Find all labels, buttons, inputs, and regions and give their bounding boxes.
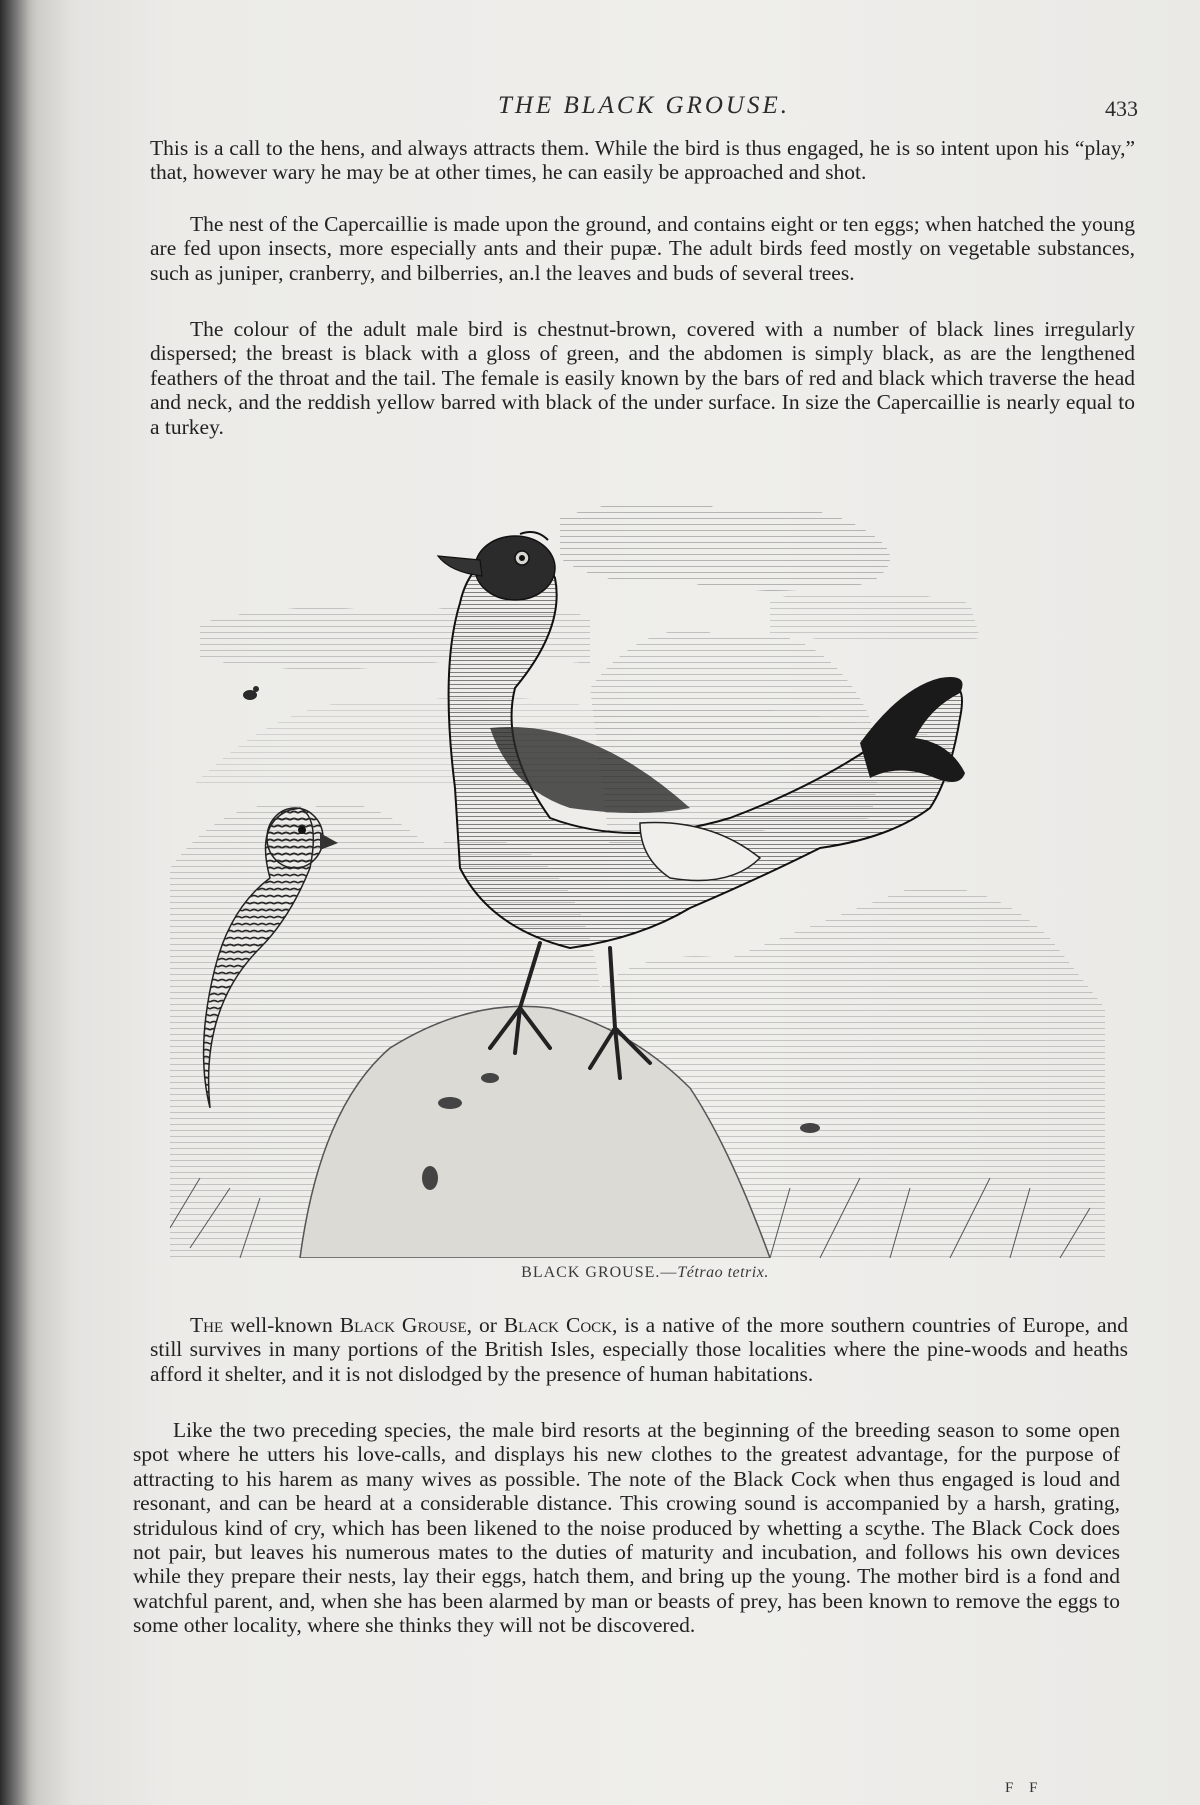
paragraph-call-to-hens: This is a call to the hens, and always attracts them. While the bird is thus engaged, he is so intent upon his “play,” that, however wary he may be at other times, he can easily be approached and shot. [150, 136, 1135, 185]
sky-clouds [200, 501, 980, 670]
intro-the: The [190, 1313, 224, 1337]
page-number: 433 [1105, 96, 1138, 121]
book-spine-shadow [0, 0, 40, 1805]
running-title: THE BLACK GROUSE. [498, 92, 790, 119]
page-header [150, 92, 1138, 122]
caption-name: BLACK GROUSE.— [521, 1264, 678, 1281]
signature-mark: F F [1005, 1780, 1044, 1796]
figure-caption [150, 1264, 1140, 1282]
intro-black-grouse: Black Grouse [339, 1313, 467, 1337]
black-grouse-engraving [170, 488, 1105, 1258]
paragraph-nest [150, 212, 1135, 285]
engraving-illustration [170, 488, 1105, 1258]
paragraph-nest-text: The nest of the Capercaillie is made upon the ground, and contains eight or ten eggs; when hatched the young are fed upon insects, more especially ants and their pupæ. The adult birds feed mostly on vegetable substances, such as juniper, cranberry, and bilberries, an.l the leaves and buds of several trees. [150, 212, 1135, 285]
caption-latin: Tétrao tetrix. [677, 1264, 769, 1281]
distant-bird [243, 686, 259, 700]
paragraph-black-grouse-intro: The well-known Black Grouse, or Black Cock, is a native of the more southern countries of Europe, and still survives in many portions of the British Isles, especially those localities where the pine-woods and heaths afford it shelter, and it is not dislodged by the presence of human habitations. [150, 1313, 1129, 1386]
paragraph-colour [150, 317, 1135, 439]
paragraph-colour-text: The colour of the adult male bird is chestnut-brown, covered with a number of black lines irregularly dispersed; the breast is black with a gloss of green, and the abdomen is simply black, as are the lengthened feathers of the throat and the tail. The female is easily known by the bars of red and black which traverse the head and neck, and the reddish yellow barred with black of the under surface. In size the Capercaillie is nearly equal to a turkey. [150, 317, 1135, 439]
paragraph-breeding [133, 1418, 1120, 1638]
paragraph-breeding-text: Like the two preceding species, the male bird resorts at the beginning of the breeding season to some open spot where he utters his love-calls, and displays his new clothes to the greatest advantage, for the purpose of attracting to his harem as many wives as possible. The note of the Black Cock when thus engaged is loud and resonant, and can be heard at a considerable distance. This crowing sound is accompanied by a harsh, grating, stridulous kind of cry, which has been likened to the noise produced by whetting a scythe. The Black Cock does not pair, but leaves his numerous mates to the duties of maturity and incubation, and follows his own devices while they prepare their nests, lay their eggs, hatch them, and bring up the young. The mother bird is a fond and watchful parent, and, when she has been alarmed by man or beasts of prey, has been known to remove the eggs to some other locality, where she thinks they will not be discovered. [133, 1418, 1120, 1638]
intro-black-cock: Black Cock [503, 1313, 612, 1337]
